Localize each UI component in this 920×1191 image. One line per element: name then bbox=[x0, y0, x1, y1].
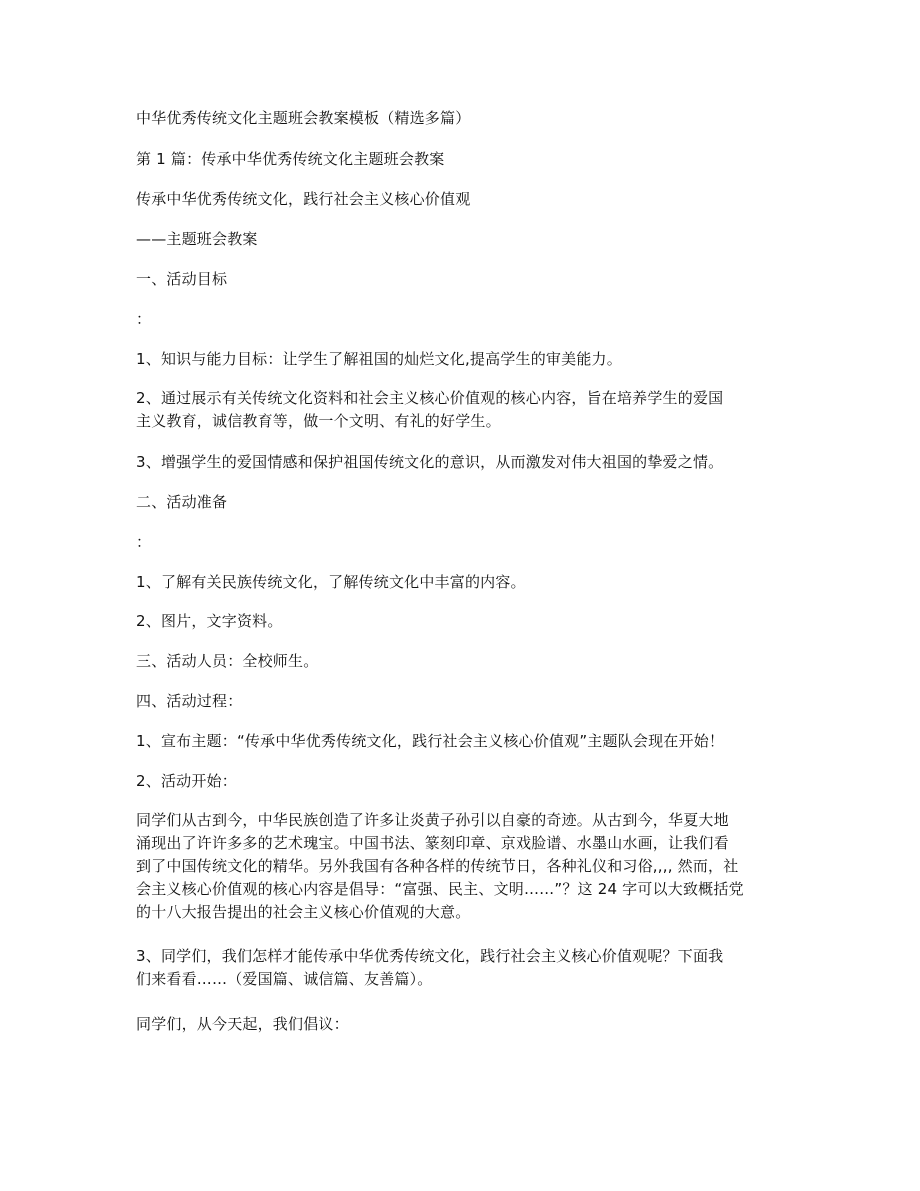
prep-2: 2、图片，文字资料。 bbox=[136, 612, 283, 630]
body-paragraph-line: 会主义核心价值观的核心内容是倡导：“富强、民主、文明……”？这 24 字可以大致概括党 bbox=[136, 880, 744, 898]
section-colon: ： bbox=[136, 310, 152, 328]
body-paragraph bbox=[136, 809, 776, 924]
body-paragraph-line: 的十八大报告提出的社会主义核心价值观的大意。 bbox=[136, 903, 471, 921]
body-paragraph-line: 同学们从古到今，中华民族创造了许多让炎黄子孙引以自豪的奇迹。从古到今，华夏大地 bbox=[136, 811, 729, 829]
document-title: 中华优秀传统文化主题班会教案模板（精选多篇） bbox=[136, 109, 471, 127]
section-heading-goals: 一、活动目标 bbox=[136, 270, 228, 288]
goal-2-line: 主义教育，诚信教育等，做一个文明、有礼的好学生。 bbox=[136, 412, 501, 430]
subtitle: 传承中华优秀传统文化，践行社会主义核心价值观 bbox=[136, 190, 471, 208]
step-3 bbox=[136, 945, 776, 991]
chapter-heading: 第 1 篇：传承中华优秀传统文化主题班会教案 bbox=[136, 150, 445, 168]
goal-2 bbox=[136, 387, 776, 433]
step-3-line: 3、同学们，我们怎样才能传承中华优秀传统文化，践行社会主义核心价值观呢？下面我 bbox=[136, 947, 724, 965]
step-2: 2、活动开始： bbox=[136, 772, 237, 790]
section-participants: 三、活动人员：全校师生。 bbox=[136, 652, 319, 670]
body-paragraph-line: 到了中国传统文化的精华。另外我国有各种各样的传统节日，各种礼仪和习俗,,,, 然而，社 bbox=[136, 857, 739, 875]
step-3-line: 们来看看……（爱国篇、诚信篇、友善篇）。 bbox=[136, 970, 433, 988]
closing-line: 同学们，从今天起，我们倡议： bbox=[136, 1015, 349, 1033]
section-process: 四、活动过程： bbox=[136, 692, 243, 710]
goal-2-line: 2、通过展示有关传统文化资料和社会主义核心价值观的核心内容，旨在培养学生的爱国 bbox=[136, 389, 724, 407]
goal-3: 3、增强学生的爱国情感和保护祖国传统文化的意识，从而激发对伟大祖国的挚爱之情。 bbox=[136, 453, 724, 471]
body-paragraph-line: 涌现出了许许多多的艺术瑰宝。中国书法、篆刻印章、京戏脸谱、水墨山水画，让我们看 bbox=[136, 834, 729, 852]
goal-1: 1、知识与能力目标：让学生了解祖国的灿烂文化,提高学生的审美能力。 bbox=[136, 350, 622, 368]
prep-1: 1、了解有关民族传统文化，了解传统文化中丰富的内容。 bbox=[136, 573, 526, 591]
step-1: 1、宣布主题：“传承中华优秀传统文化，践行社会主义核心价值观”主题队会现在开始！ bbox=[136, 732, 725, 750]
subtitle-suffix: ——主题班会教案 bbox=[136, 230, 258, 248]
section-heading-preparation: 二、活动准备 bbox=[136, 493, 228, 511]
section-colon: ： bbox=[136, 533, 152, 551]
